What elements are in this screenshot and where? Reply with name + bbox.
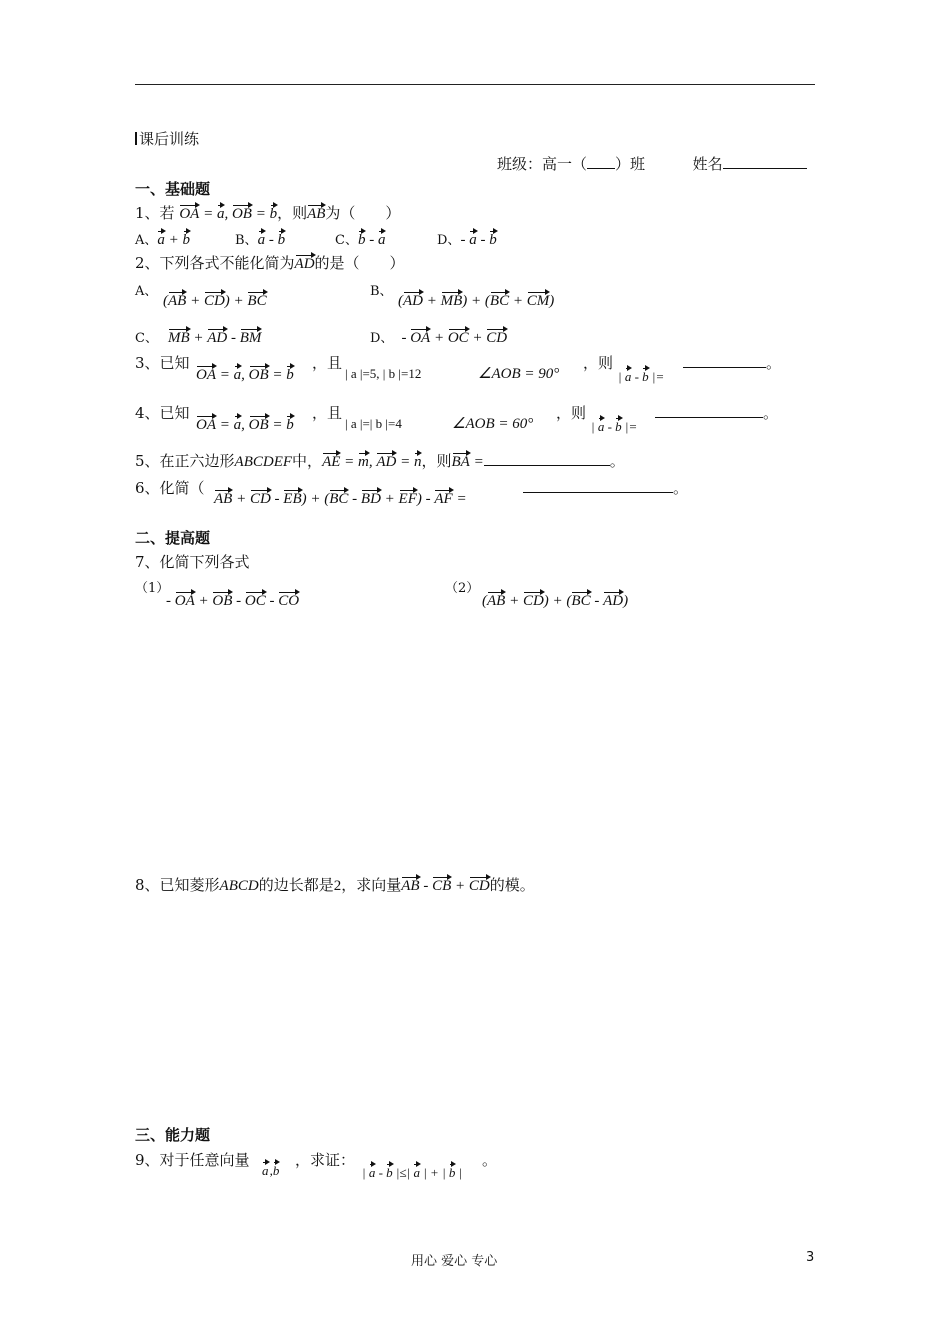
name-blank[interactable]: [723, 154, 807, 169]
q2-expr-b: (AD + MB) + (BC + CM): [398, 290, 554, 310]
question-3: 3、已知: [135, 354, 190, 372]
q9-inequality: | a - b |≤| a | + | b |: [362, 1162, 462, 1181]
question-8: 8、已知菱形ABCD的边长都是2，求向量AB - CB + CD的模。: [135, 876, 535, 894]
q7-part-1-label: （1）: [135, 581, 170, 596]
q7-part-2-label: （2）: [445, 581, 480, 596]
q2-option-a: A、: [135, 284, 158, 299]
class-label: 班级：高一（: [497, 155, 588, 173]
q4-target: | a - b |=: [591, 416, 637, 435]
q1-option-a: A、a + b: [135, 229, 190, 249]
question-2: 2、下列各式不能化简为AD的是（ ）: [135, 254, 405, 272]
footer-motto: 用心 爱心 专心: [411, 1254, 498, 1269]
question-6: 6、化简（: [135, 479, 205, 497]
q6-answer-blank[interactable]: [523, 478, 673, 493]
q2-expr-a: (AB + CD) + BC: [163, 290, 267, 310]
q3-condition: | a |=5, | b |=12: [345, 366, 422, 381]
question-7: 7、化简下列各式: [135, 553, 250, 571]
page-number: 3: [806, 1250, 815, 1265]
q1-option-c: C、b - a: [335, 229, 385, 249]
class-name-line: 班级：高一（ ）班 姓名: [497, 153, 807, 174]
question-9: 9、对于任意向量: [135, 1151, 250, 1169]
q6-expr: AB + CD - EB) + (BC - BD + EF) - AF =: [214, 488, 467, 508]
q3-target: | a - b |=: [618, 366, 664, 385]
q4-answer-blank[interactable]: [655, 403, 763, 418]
name-label: 姓名: [692, 155, 723, 173]
q3-answer-blank[interactable]: [683, 353, 766, 368]
q4-angle: ∠AOB = 60°: [452, 416, 534, 432]
question-1: 1、若 OA = a, OB = b，则AB为（ ）: [135, 204, 401, 222]
q7-part-2-expr: (AB + CD) + (BC - AD): [482, 590, 628, 610]
q5-answer-blank[interactable]: [484, 451, 610, 466]
q1-option-b: B、a - b: [235, 229, 285, 249]
q7-part-1-expr: - OA + OB - OC - CO: [166, 590, 299, 610]
q4-given: OA = a, OB = b: [196, 414, 294, 434]
section-tag: 课后训练: [135, 128, 199, 149]
class-blank[interactable]: [587, 154, 615, 169]
section-ability: 三、能力题: [135, 1126, 211, 1144]
q3-given: OA = a, OB = b: [196, 364, 294, 384]
q2-option-d: D、 - OA + OC + CD: [370, 327, 507, 347]
q2-option-c: C、 MB + AD - BM: [135, 327, 261, 347]
q1-option-d: D、- a - b: [437, 229, 497, 249]
section-advanced: 二、提高题: [135, 529, 211, 547]
section-basic: 一、基础题: [135, 180, 211, 198]
q4-condition: | a |=| b |=4: [345, 416, 402, 431]
question-4: 4、已知: [135, 404, 190, 422]
q2-option-b: B、: [370, 284, 393, 299]
q9-vectors: a ,b: [262, 1160, 279, 1179]
question-5: 5、在正六边形ABCDEF中，AE = m, AD = n，则BA = 。: [135, 452, 625, 470]
q3-angle: ∠AOB = 90°: [478, 366, 560, 382]
header-rule: [135, 84, 815, 85]
